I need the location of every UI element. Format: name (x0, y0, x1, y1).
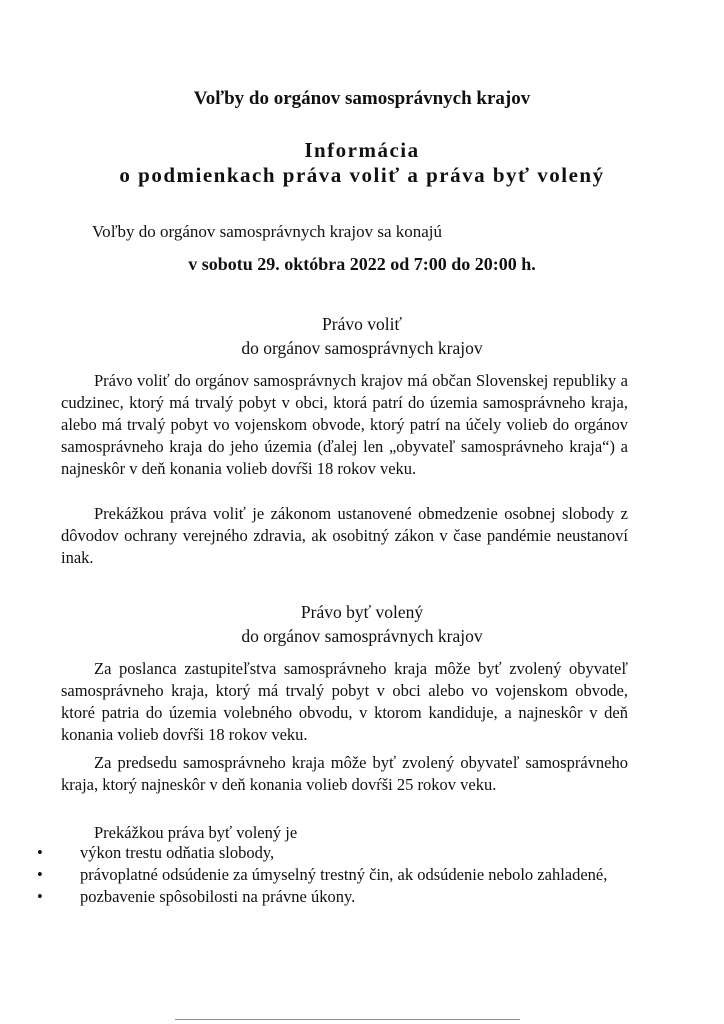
section-vote-heading-line2: do orgánov samosprávnych krajov (241, 338, 483, 358)
list-item-text: pozbavenie spôsobilosti na právne úkony. (80, 887, 356, 906)
obstacle-list (37, 842, 629, 908)
info-heading (0, 138, 724, 188)
section-elected-paragraph-2: Za predsedu samosprávneho kraja môže byť zvolený obyvateľ samosprávneho kraja, ktorý najneskôr v deň konania volieb dovŕši 25 rokov veku. (61, 753, 628, 794)
list-item (37, 842, 629, 864)
bullet-icon: • (37, 887, 43, 906)
list-item-text: právoplatné odsúdenie za úmyselný trestný čin, ak odsúdenie nebolo zahladené, (80, 865, 608, 884)
section-elected-heading-line2: do orgánov samosprávnych krajov (241, 626, 483, 646)
document-title: Voľby do orgánov samosprávnych krajov (193, 88, 531, 109)
info-heading-line2: o podmienkach práva voliť a práva byť volený (119, 163, 605, 187)
bottom-divider (175, 1019, 520, 1020)
bullet-icon: • (37, 843, 43, 862)
section-elected-heading-line1: Právo byť volený (300, 602, 424, 622)
section-vote-heading (0, 312, 724, 360)
list-item-text: výkon trestu odňatia slobody, (80, 843, 275, 862)
election-date: v sobotu 29. októbra 2022 od 7:00 do 20:00 h. (188, 254, 536, 274)
list-item (37, 886, 629, 908)
bullet-icon: • (37, 865, 43, 884)
section-elected-heading (0, 600, 724, 648)
section-vote-heading-line1: Právo voliť (322, 314, 402, 334)
obstacle-intro: Prekážkou práva byť volený je (94, 823, 298, 842)
section-elected-paragraph-1: Za poslanca zastupiteľstva samosprávneho kraja môže byť zvolený obyvateľ samosprávneho kraja, ktorý má trvalý pobyt v obci alebo vo vojenskom obvode, ktoré patria do územia volebného obvodu, v ktorom kandiduje, a najneskôr v deň konania volieb dovŕši 18 rokov veku. (61, 659, 628, 744)
section-vote-paragraph-2: Prekážkou práva voliť je zákonom ustanovené obmedzenie osobnej slobody z dôvodov ochrany verejného zdravia, ak osobitný zákon v čase pandémie neustanoví inak. (61, 504, 628, 567)
info-heading-line1: Informácia (304, 138, 420, 162)
section-vote-paragraph-1: Právo voliť do orgánov samosprávnych krajov má občan Slovenskej republiky a cudzinec, ktorý má trvalý pobyt v obci, ktorá patrí do územia samosprávneho kraja, alebo má trvalý pobyt vo vojenskom obvode, ktorý patrí na účely volieb do orgánov samosprávneho kraja do jeho územia (ďalej len „obyvateľ samosprávneho kraja“) a najneskôr v deň konania volieb dovŕši 18 rokov veku. (61, 371, 628, 478)
list-item (37, 864, 629, 886)
intro-text: Voľby do orgánov samosprávnych krajov sa konajú (92, 222, 443, 241)
